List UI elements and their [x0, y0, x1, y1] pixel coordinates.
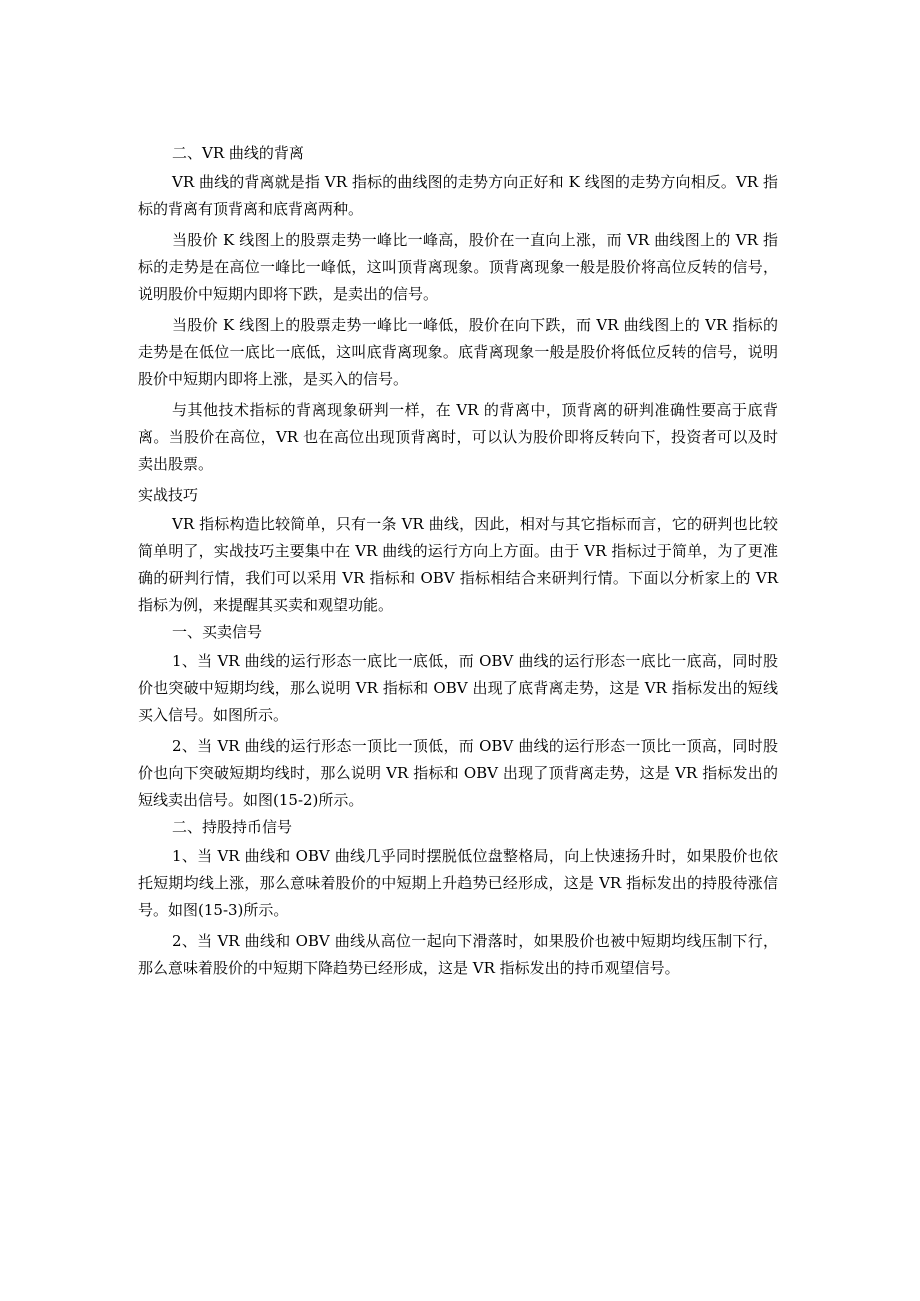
- document-page: [138, 140, 778, 982]
- subheading-vr-divergence: 二、VR 曲线的背离: [172, 144, 304, 162]
- section-title-practical-skills: 实战技巧: [138, 486, 199, 504]
- paragraph: 与其他技术指标的背离现象研判一样，在 VR 的背离中，顶背离的研判准确性要高于底背离。当股价在高位，VR 也在高位出现顶背离时，可以认为股价即将反转向下，投资者可以及时卖出股票。: [138, 401, 778, 473]
- paragraph: 1、当 VR 曲线的运行形态一底比一底低，而 OBV 曲线的运行形态一底比一底高，同时股价也突破中短期均线，那么说明 VR 指标和 OBV 出现了底背离走势，这是 VR 指标发出的短线买入信号。如图所示。: [138, 652, 778, 724]
- paragraph: 2、当 VR 曲线的运行形态一顶比一顶低，而 OBV 曲线的运行形态一顶比一顶高，同时股价也向下突破短期均线时，那么说明 VR 指标和 OBV 出现了顶背离走势，这是 VR 指标发出的短线卖出信号。如图(15-2)所示。: [138, 737, 778, 809]
- paragraph: 当股价 K 线图上的股票走势一峰比一峰高，股价在一直向上涨，而 VR 曲线图上的 VR 指标的走势是在高位一峰比一峰低，这叫顶背离现象。顶背离现象一般是股价将高位反转的信号，说明股价中短期内即将下跌，是卖出的信号。: [138, 231, 778, 303]
- paragraph: VR 指标构造比较简单，只有一条 VR 曲线，因此，相对与其它指标而言，它的研判也比较简单明了，实战技巧主要集中在 VR 曲线的运行方向上方面。由于 VR 指标过于简单，为了更准确的研判行情，我们可以采用 VR 指标和 OBV 指标相结合来研判行情。下面以分析家上的 VR 指标为例，来提醒其买卖和观望功能。: [138, 515, 778, 614]
- subheading-buy-sell-signals: 一、买卖信号: [172, 623, 263, 641]
- paragraph: 当股价 K 线图上的股票走势一峰比一峰低，股价在向下跌，而 VR 曲线图上的 VR 指标的走势是在低位一底比一底低，这叫底背离现象。底背离现象一般是股价将低位反转的信号，说明股价中短期内即将上涨，是买入的信号。: [138, 316, 778, 388]
- subheading-hold-signals: 二、持股持币信号: [172, 818, 293, 836]
- paragraph: 1、当 VR 曲线和 OBV 曲线几乎同时摆脱低位盘整格局，向上快速扬升时，如果股价也依托短期均线上涨，那么意味着股价的中短期上升趋势已经形成，这是 VR 指标发出的持股待涨信号。如图(15-3)所示。: [138, 847, 778, 919]
- paragraph: 2、当 VR 曲线和 OBV 曲线从高位一起向下滑落时，如果股价也被中短期均线压制下行，那么意味着股价的中短期下降趋势已经形成，这是 VR 指标发出的持币观望信号。: [138, 932, 778, 977]
- paragraph: VR 曲线的背离就是指 VR 指标的曲线图的走势方向正好和 K 线图的走势方向相反。VR 指标的背离有顶背离和底背离两种。: [138, 173, 778, 218]
